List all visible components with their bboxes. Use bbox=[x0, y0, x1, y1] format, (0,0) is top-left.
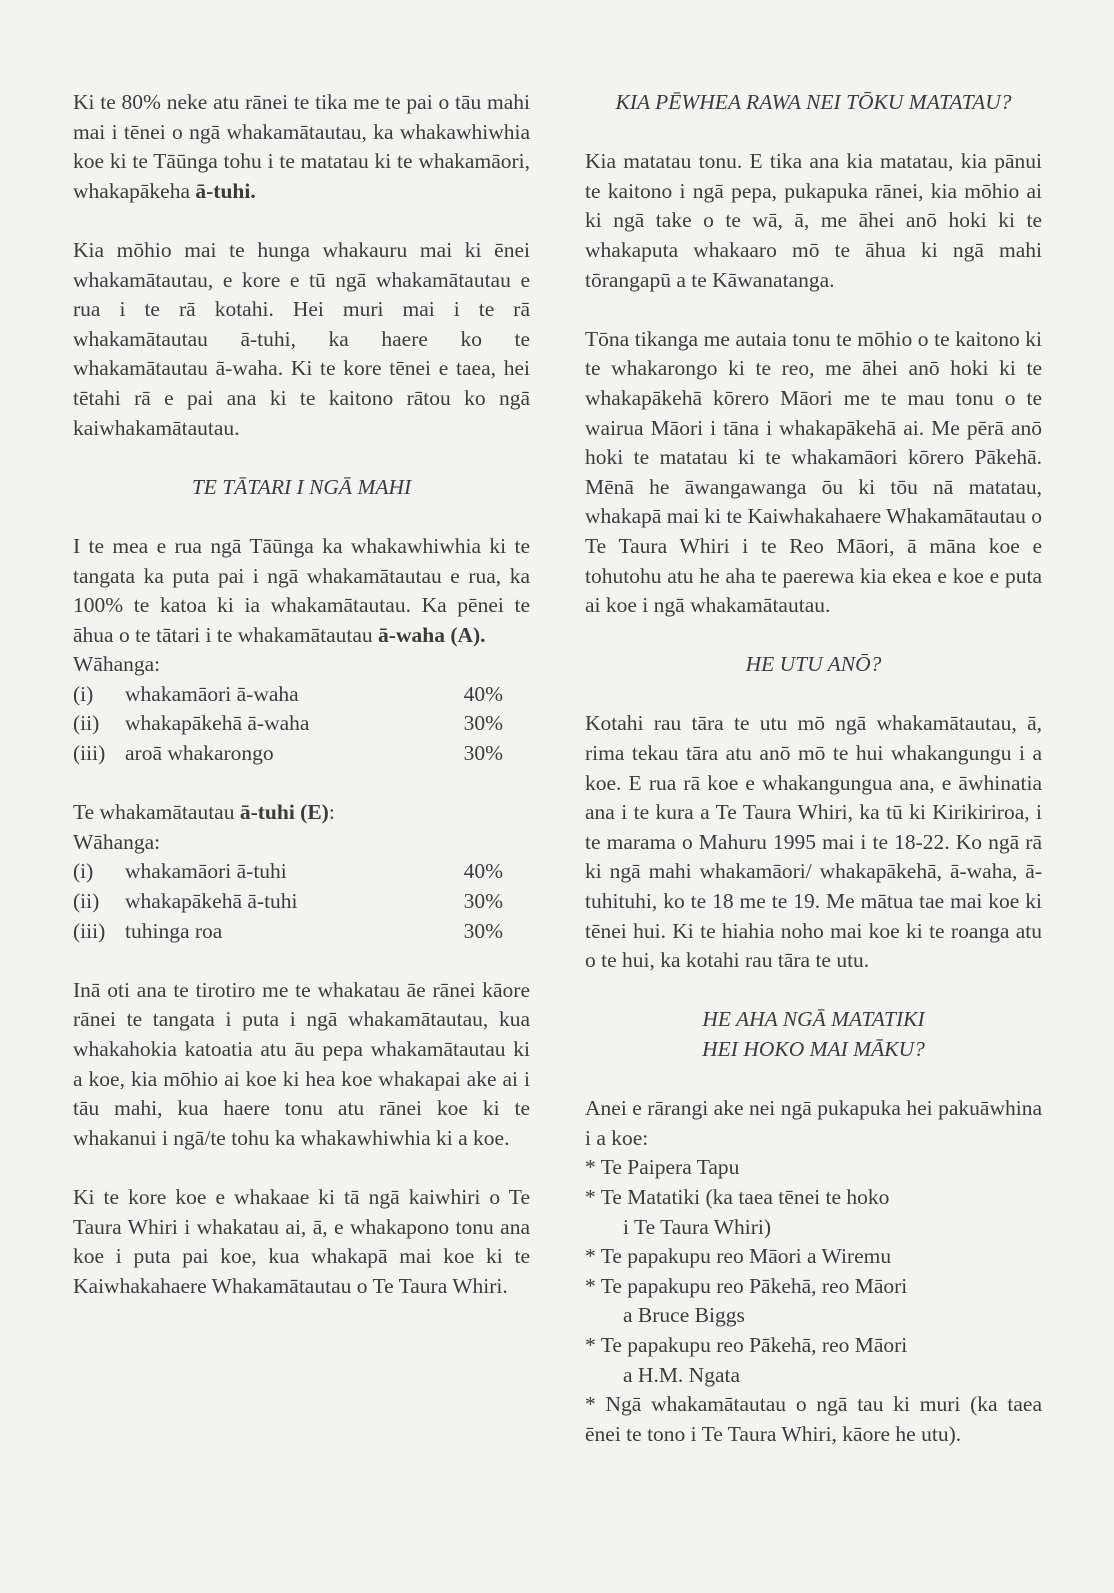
part-percent: 30% bbox=[463, 741, 503, 766]
paragraph-pass-mark bbox=[73, 88, 530, 206]
paragraph-fluency: Kia matatau tonu. E tika ana kia matatau, kia pānui te kaitono i ngā pepa, pukapuka rānei, kia mōhio ai ki ngā take o te wā, ā, me āhei anō hoki ki te whakaputa whakaaro mō te āhua ki ngā mahi tōrangapū a te Kāwanatanga. bbox=[585, 149, 1042, 292]
list-item: * Te papakupu reo Pākehā, reo Māori bbox=[585, 1332, 908, 1357]
paragraph-text: Ki te 80% neke atu rānei te tika me te pai o tāu mahi mai i tēnei o ngā whakamātautau, ka whakawhiwhia koe ki te Tāūnga tohu i te matatau ki te whakamāori, whakapākeha bbox=[73, 90, 530, 203]
list-item: * Te Paipera Tapu bbox=[585, 1155, 740, 1180]
paragraph-marking bbox=[73, 532, 530, 650]
list-item-past-exams: * Ngā whakamātautau o ngā tau ki muri (ka taea ēnei te tono i Te Taura Whiri, kāore he utu). bbox=[585, 1392, 1042, 1446]
part-name: tuhinga roa bbox=[125, 918, 223, 943]
written-exam-intro bbox=[73, 798, 530, 828]
bold-text: ā-waha (A). bbox=[378, 622, 486, 647]
list-item: * Te papakupu reo Māori a Wiremu bbox=[585, 1244, 892, 1269]
part-number: (iii) bbox=[73, 741, 106, 766]
part-name: whakapākehā ā-waha bbox=[125, 711, 310, 736]
table-row bbox=[73, 680, 503, 710]
part-percent: 30% bbox=[463, 711, 503, 736]
paragraph-text: I te mea e rua ngā Tāūnga ka whakawhiwhia ki te tangata ka puta pai i ngā whakamātautau e rua, ka 100% te katoa ki ia whakamātautau. Ka pēnei te āhua o te tātari i te whakamātautau bbox=[73, 533, 530, 647]
table-row bbox=[73, 917, 503, 947]
sections-label: Wāhanga: bbox=[73, 829, 161, 854]
written-parts-table bbox=[73, 857, 503, 946]
left-column bbox=[73, 88, 530, 1301]
part-name: whakapākehā ā-tuhi bbox=[125, 889, 298, 914]
list-item-continuation: a Bruce Biggs bbox=[623, 1303, 745, 1328]
part-number: (i) bbox=[73, 681, 94, 706]
paragraph-books-intro: Anei e rārangi ake nei ngā pukapuka hei pakuāwhina i a koe: bbox=[585, 1096, 1042, 1150]
part-number: (ii) bbox=[73, 889, 100, 914]
bold-text: ā-tuhi. bbox=[195, 178, 256, 203]
book-list bbox=[585, 1153, 1042, 1390]
paragraph-fees: Kotahi rau tāra te utu mō ngā whakamātautau, ā, rima tekau tāra atu anō mō te hui whakangungu i a koe. E rua rā koe e whakangungua ana, e āwhinatia ana i te kura a Te Taura Whiri, ka tū ki Kirikiriroa, i te marama o Mahuru 1995 mai i te 18-22. Ko ngā rā ki ngā mahi whakamāori/ whakapākehā, ā-waha, ā-tuhituhi, ko te 18 me te 19. Me mātua tae mai koe ki tēnei hui. Ki te hiahia noho mai koe ki te roanga atu o te hui, ka kotahi rau tāra te utu. bbox=[585, 711, 1042, 973]
paragraph-results-returned: Inā oti ana te tirotiro me te whakatau āe rānei kāore rānei te tangata i puta i ngā whakamātautau, kua whakahokia katoatia atu āu pepa whakamātautau ki a koe, kia mōhio ai koe ki hea koe whakapai ake ai i tāu mahi, kua haere tonu atu rānei koe ki te whakanui i ngā/te tohu ka whakawhiwhia ki a koe. bbox=[73, 977, 530, 1150]
paragraph-text: Te whakamātautau bbox=[73, 800, 240, 825]
sections-label: Wāhanga: bbox=[73, 652, 161, 677]
table-row bbox=[73, 709, 503, 739]
part-name: whakamāori ā-tuhi bbox=[125, 859, 287, 884]
part-percent: 40% bbox=[463, 859, 503, 884]
part-percent: 30% bbox=[463, 889, 503, 914]
table-row bbox=[73, 857, 503, 887]
paragraph-appeal: Ki te kore koe e whakaae ki tā ngā kaiwhiri o Te Taura Whiri i whakatau ai, ā, e whakapono tonu ana koe i puta pai koe, kua whakapā mai koe ki te Kaiwhakahaere Whakamātautau o Te Taura Whiri. bbox=[73, 1184, 530, 1298]
part-percent: 30% bbox=[463, 918, 503, 943]
part-number: (iii) bbox=[73, 918, 106, 943]
oral-parts-table bbox=[73, 680, 503, 769]
list-item-continuation: i Te Taura Whiri) bbox=[623, 1214, 772, 1239]
section-heading-books-line1: HE AHA NGĀ MATATIKI bbox=[702, 1007, 925, 1032]
section-heading-fluency: KIA PĒWHEA RAWA NEI TŌKU MATATAU? bbox=[615, 90, 1012, 114]
part-name: whakamāori ā-waha bbox=[125, 681, 299, 706]
section-heading-books-line2: HEI HOKO MAI MĀKU? bbox=[702, 1037, 925, 1061]
bold-text: ā-tuhi (E) bbox=[239, 800, 329, 825]
part-number: (ii) bbox=[73, 711, 100, 736]
section-heading-marking: TE TĀTARI I NGĀ MAHI bbox=[191, 474, 412, 499]
paragraph-text: : bbox=[328, 800, 335, 825]
part-number: (i) bbox=[73, 859, 94, 884]
right-column bbox=[585, 88, 1042, 1449]
paragraph-exam-schedule: Kia mōhio mai te hunga whakauru mai ki ēnei whakamātautau, e kore e tū ngā whakamātautau e rua i te rā kotahi. Hei muri mai i te rā whakamātautau ā-tuhi, ka haere ko te whakamātautau ā-waha. Ki te kore tēnei e taea, hei tētahi rā e pai ana ki te kaitono rātou ko ngā kaiwhakamātautau. bbox=[73, 237, 530, 440]
part-name: aroā whakarongo bbox=[125, 741, 274, 766]
list-item: * Te papakupu reo Pākehā, reo Māori bbox=[585, 1273, 908, 1298]
section-heading-fees: HE UTU ANŌ? bbox=[745, 652, 882, 677]
table-row bbox=[73, 739, 503, 769]
list-item-continuation: a H.M. Ngata bbox=[623, 1362, 741, 1387]
part-percent: 40% bbox=[463, 681, 503, 706]
table-row bbox=[73, 887, 503, 917]
paragraph-listening: Tōna tikanga me autaia tonu te mōhio o te kaitono ki te whakarongo ki te reo, me āhei anō hoki ki te whakapākehā kōrero Māori me te mau tonu o te wairua Māori i tāna i whakapākehā ai. Me pērā anō hoki te matatau ki te whakamāori kōrero Pākehā. Mēnā he āwangawanga ōu ki tōu nā matatau, whakapā mai ki te Kaiwhakahaere Whakamātautau o Te Taura Whiri i te Reo Māori, ā māna koe e tohutohu atu he aha te paerewa kia ekea e koe e puta ai koe i ngā whakamātautau. bbox=[585, 326, 1042, 618]
list-item: * Te Matatiki (ka taea tēnei te hoko bbox=[585, 1184, 890, 1209]
